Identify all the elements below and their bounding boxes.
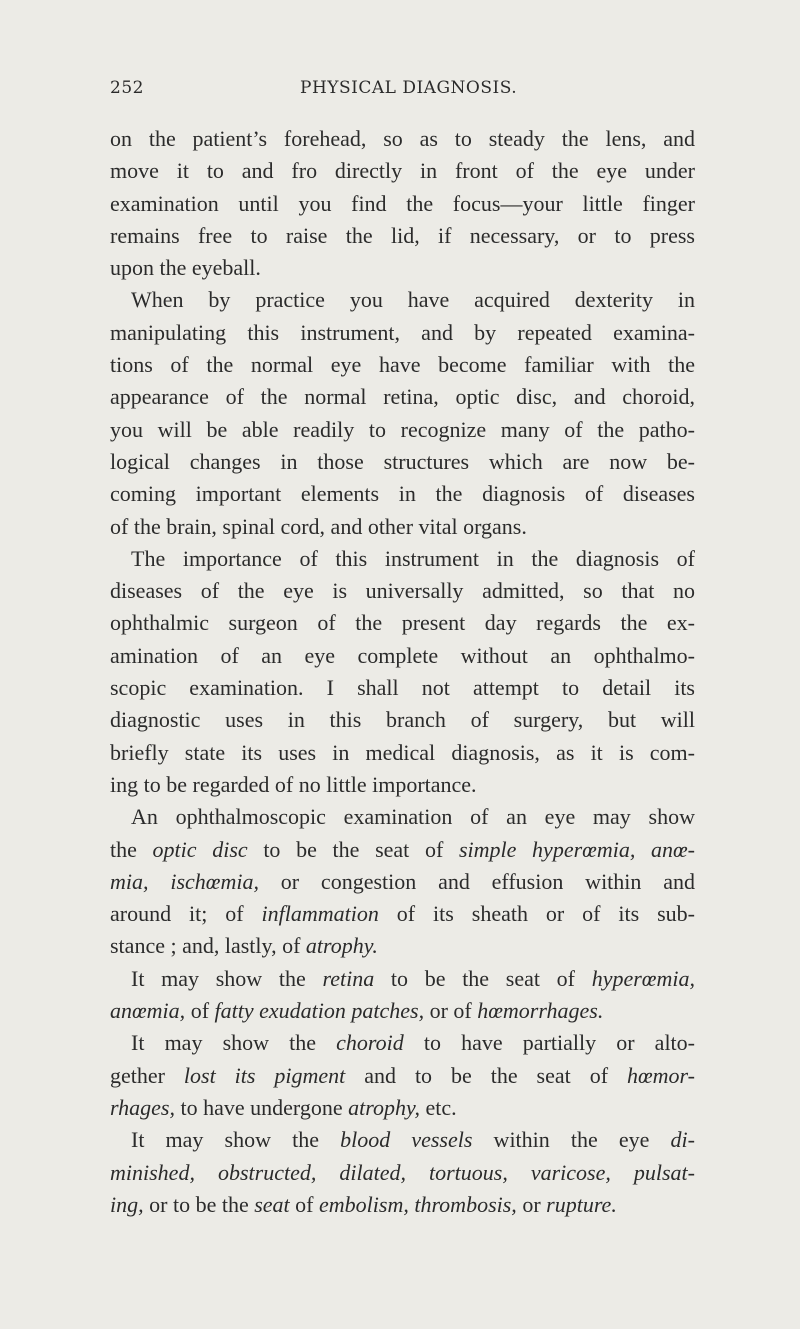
- italic-run: simple hyperœmia, anœ-: [458, 836, 695, 862]
- italic-run: inflammation: [261, 901, 379, 927]
- text-line: [110, 1157, 695, 1189]
- italic-run: embolism, thrombosis,: [319, 1191, 517, 1217]
- text-run: within the eye: [472, 1127, 671, 1153]
- text-run: to be the seat of: [247, 836, 459, 862]
- italic-run: di-: [670, 1127, 695, 1153]
- italic-run: retina: [322, 965, 375, 991]
- text-run: gether: [110, 1062, 184, 1088]
- page-number: 252: [110, 78, 144, 98]
- italic-run: lost its pigment: [183, 1062, 346, 1088]
- text-run: to be the seat of: [374, 965, 592, 991]
- text-line: appearance of the normal retina, optic disc, and choroid,: [110, 384, 695, 410]
- text-line: [110, 1027, 695, 1059]
- text-run: etc.: [420, 1094, 457, 1120]
- text-line: scopic examination. I shall not attempt to detail its: [110, 675, 695, 701]
- text-line: [110, 930, 695, 962]
- text-run: It may show the: [131, 1030, 337, 1056]
- text-run: or congestion and effusion within and: [258, 868, 695, 894]
- text-line: The importance of this instrument in the diagnosis of: [131, 545, 695, 571]
- italic-run: blood vessels: [340, 1127, 473, 1153]
- text-line: of the brain, spinal cord, and other vital organs.: [110, 513, 527, 539]
- text-run: of: [185, 998, 215, 1024]
- text-run: It may show the: [131, 1127, 341, 1153]
- italic-run: fatty exudation patches,: [214, 998, 425, 1024]
- text-line: When by practice you have acquired dexterity in: [131, 287, 695, 313]
- text-line: upon the eyeball.: [110, 255, 261, 281]
- text-line: tions of the normal eye have become familiar with the: [110, 352, 695, 378]
- text-line: [110, 1092, 695, 1124]
- italic-run: hœmorrhages.: [477, 998, 604, 1024]
- text-line: diagnostic uses in this branch of surgery, but will: [110, 707, 695, 733]
- text-line: examination until you find the focus—your little finger: [110, 190, 695, 216]
- italic-run: atrophy,: [348, 1094, 421, 1120]
- text-line: [110, 866, 695, 898]
- italic-run: optic disc: [152, 836, 248, 862]
- text-run: of: [289, 1191, 319, 1217]
- text-run: the: [110, 836, 153, 862]
- text-run: or to be the: [143, 1191, 255, 1217]
- text-run: or of: [424, 998, 478, 1024]
- text-line: briefly state its uses in medical diagnosis, as it is com-: [110, 739, 695, 765]
- text-line: ing to be regarded of no little importance.: [110, 771, 477, 797]
- text-line: coming important elements in the diagnosis of diseases: [110, 481, 695, 507]
- italic-run: anœmia,: [110, 998, 186, 1024]
- text-line: you will be able readily to recognize many of the patho-: [110, 416, 695, 442]
- text-line: [110, 995, 695, 1027]
- text-line: logical changes in those structures which are now be-: [110, 448, 695, 474]
- italic-run: atrophy.: [305, 933, 378, 959]
- text-line: An ophthalmoscopic examination of an eye may show: [131, 804, 695, 830]
- text-run: to have undergone: [175, 1094, 349, 1120]
- italic-run: minished, obstructed, dilated, tortuous, varicose, pulsat-: [110, 1159, 695, 1185]
- text-line: diseases of the eye is universally admitted, so that no: [110, 578, 695, 604]
- running-title: PHYSICAL DIAGNOSIS.: [300, 78, 518, 98]
- italic-run: rupture.: [546, 1191, 617, 1217]
- text-line: [110, 1124, 695, 1156]
- italic-run: hyperœmia,: [591, 965, 695, 991]
- italic-run: choroid: [336, 1030, 404, 1056]
- text-line: [110, 1189, 695, 1221]
- text-run: stance ; and, lastly, of: [110, 933, 306, 959]
- text-line: amination of an eye complete without an ophthalmo-: [110, 642, 695, 668]
- text-line: on the patient’s forehead, so as to steady the lens, and: [110, 126, 695, 151]
- text-run: around it; of: [110, 901, 262, 927]
- body-text: [110, 123, 695, 1221]
- text-line: move it to and fro directly in front of the eye under: [110, 158, 695, 184]
- running-head: [110, 78, 690, 102]
- text-run: It may show the: [131, 965, 323, 991]
- text-line: remains free to raise the lid, if necessary, or to press: [110, 222, 695, 248]
- italic-run: rhages,: [110, 1094, 175, 1120]
- text-line: manipulating this instrument, and by repeated examina-: [110, 319, 695, 345]
- text-run: and to be the seat of: [345, 1062, 627, 1088]
- text-line: [110, 1060, 695, 1092]
- italic-run: ing,: [110, 1191, 144, 1217]
- text-line: [110, 834, 695, 866]
- text-line: [110, 898, 695, 930]
- italic-run: hœmor-: [626, 1062, 695, 1088]
- text-line: ophthalmic surgeon of the present day regards the ex-: [110, 610, 695, 636]
- italic-run: mia, ischœmia,: [110, 868, 259, 894]
- text-run: to have partially or alto-: [403, 1030, 695, 1056]
- text-run: or: [516, 1191, 547, 1217]
- italic-run: seat: [254, 1191, 290, 1217]
- text-run: of its sheath or of its sub-: [378, 901, 695, 927]
- text-line: [110, 963, 695, 995]
